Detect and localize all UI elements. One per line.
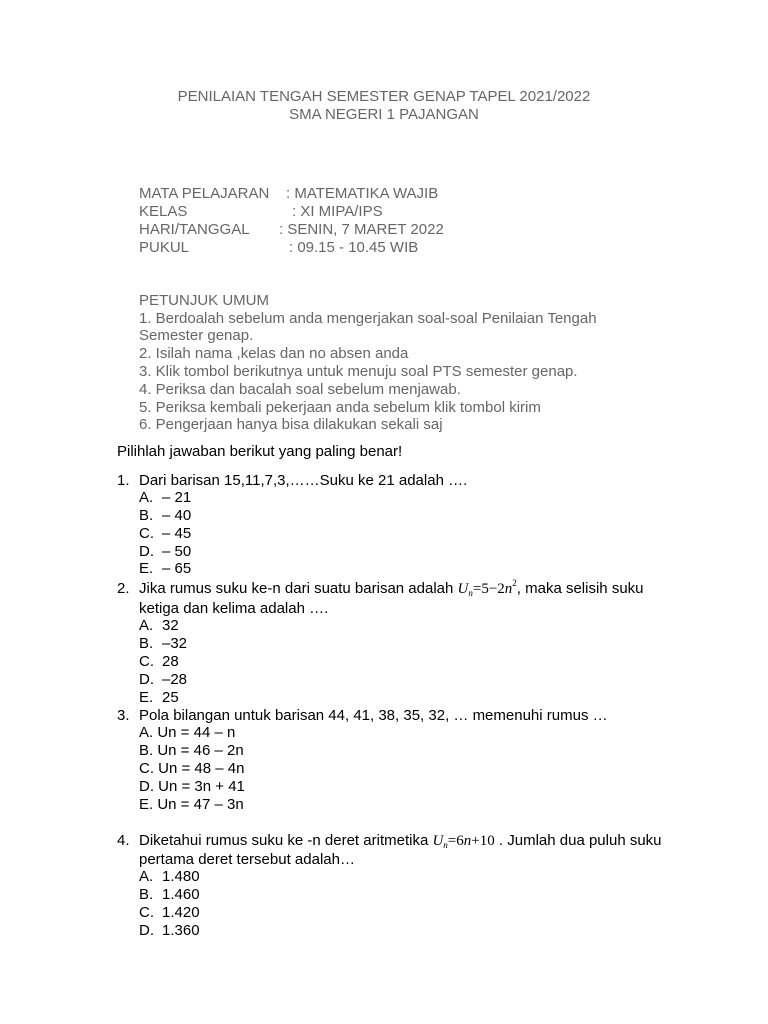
option-letter: B. <box>139 886 154 903</box>
question-text <box>139 580 644 598</box>
option-letter: C. <box>139 904 154 921</box>
option-c: – 45 <box>162 525 192 542</box>
option-c: 1.420 <box>162 904 200 921</box>
option-letter: D. <box>139 671 154 688</box>
option-letter: C. <box>139 653 154 670</box>
school-name: SMA NEGERI 1 PAJANGAN <box>289 106 479 123</box>
sequence-formula: $U_n=5-2n^2$ <box>457 578 517 598</box>
question-text-start: Jika rumus suku ke-n dari suatu barisan adalah <box>139 580 458 597</box>
question-number: 4. <box>117 832 130 849</box>
series-formula: $U_n=6n+10$ <box>432 833 495 850</box>
option-letter: E. <box>139 560 154 577</box>
option-a: A. Un = 44 – n <box>139 724 236 741</box>
question-text-end: . Jumlah dua puluh suku <box>494 832 662 849</box>
option-letter: A. <box>139 617 154 634</box>
option-e: – 65 <box>162 560 192 577</box>
option-a: 32 <box>162 617 179 634</box>
info-value-subject: : MATEMATIKA WAJIB <box>286 185 439 202</box>
question-number: 3. <box>117 707 130 724</box>
option-letter: D. <box>139 543 154 560</box>
option-b: –32 <box>162 635 188 652</box>
option-letter: D. <box>139 922 154 939</box>
option-letter: E. <box>139 689 154 706</box>
question-text-line2: pertama deret tersebut adalah… <box>139 851 355 868</box>
instruction-line: 4. Periksa dan bacalah soal sebelum menjawab. <box>139 381 461 398</box>
option-d: –28 <box>162 671 188 688</box>
info-value-time: : 09.15 - 10.45 WIB <box>289 239 419 256</box>
instructions-heading: PETUNJUK UMUM <box>139 292 269 309</box>
option-c: 28 <box>162 653 179 670</box>
option-d: 1.360 <box>162 922 200 939</box>
info-value-date: : SENIN, 7 MARET 2022 <box>279 221 444 238</box>
info-label-class: KELAS <box>139 203 188 220</box>
question-number: 2. <box>117 580 130 597</box>
option-letter: B. <box>139 507 154 524</box>
info-value-class: : XI MIPA/IPS <box>292 203 383 220</box>
option-a: 1.480 <box>162 868 200 885</box>
option-letter: A. <box>139 489 154 506</box>
option-letter: C. <box>139 525 154 542</box>
option-b: B. Un = 46 – 2n <box>139 742 244 759</box>
instruction-line: 3. Klik tombol berikutnya untuk menuju soal PTS semester genap. <box>139 363 578 380</box>
question-text-start: Diketahui rumus suku ke -n deret aritmetika <box>139 832 433 849</box>
option-b: 1.460 <box>162 886 200 903</box>
question-text: Pola bilangan untuk barisan 44, 41, 38, 35, 32, … memenuhi rumus … <box>139 707 608 724</box>
option-e: 25 <box>162 689 179 706</box>
option-b: – 40 <box>162 507 192 524</box>
question-number: 1. <box>117 472 130 489</box>
question-text: Dari barisan 15,11,7,3,……Suku ke 21 adalah …. <box>139 472 468 489</box>
option-d: – 50 <box>162 543 192 560</box>
option-letter: A. <box>139 868 154 885</box>
info-label-date: HARI/TANGGAL <box>139 221 250 238</box>
question-text <box>139 832 662 850</box>
instruction-line: Semester genap. <box>139 327 254 344</box>
instruction-line: 1. Berdoalah sebelum anda mengerjakan soal-soal Penilaian Tengah <box>139 310 597 327</box>
question-text-end: , maka selisih suku <box>516 580 644 597</box>
instruction-line: 6. Pengerjaan hanya bisa dilakukan sekali saj <box>139 416 443 433</box>
info-label-time: PUKUL <box>139 239 190 256</box>
exam-title: PENILAIAN TENGAH SEMESTER GENAP TAPEL 2021/2022 <box>177 88 591 105</box>
instruction-line: 2. Isilah nama ,kelas dan no absen anda <box>139 345 409 362</box>
option-a: – 21 <box>162 489 192 506</box>
instruction-line: 5. Periksa kembali pekerjaan anda sebelum klik tombol kirim <box>139 399 541 416</box>
option-e: E. Un = 47 – 3n <box>139 796 244 813</box>
option-d: D. Un = 3n + 41 <box>139 778 245 795</box>
option-c: C. Un = 48 – 4n <box>139 760 245 777</box>
option-letter: B. <box>139 635 154 652</box>
info-label-subject: MATA PELAJARAN <box>139 185 270 202</box>
answer-prompt: Pilihlah jawaban berikut yang paling benar! <box>117 443 403 460</box>
question-text-line2: ketiga dan kelima adalah …. <box>139 600 329 617</box>
